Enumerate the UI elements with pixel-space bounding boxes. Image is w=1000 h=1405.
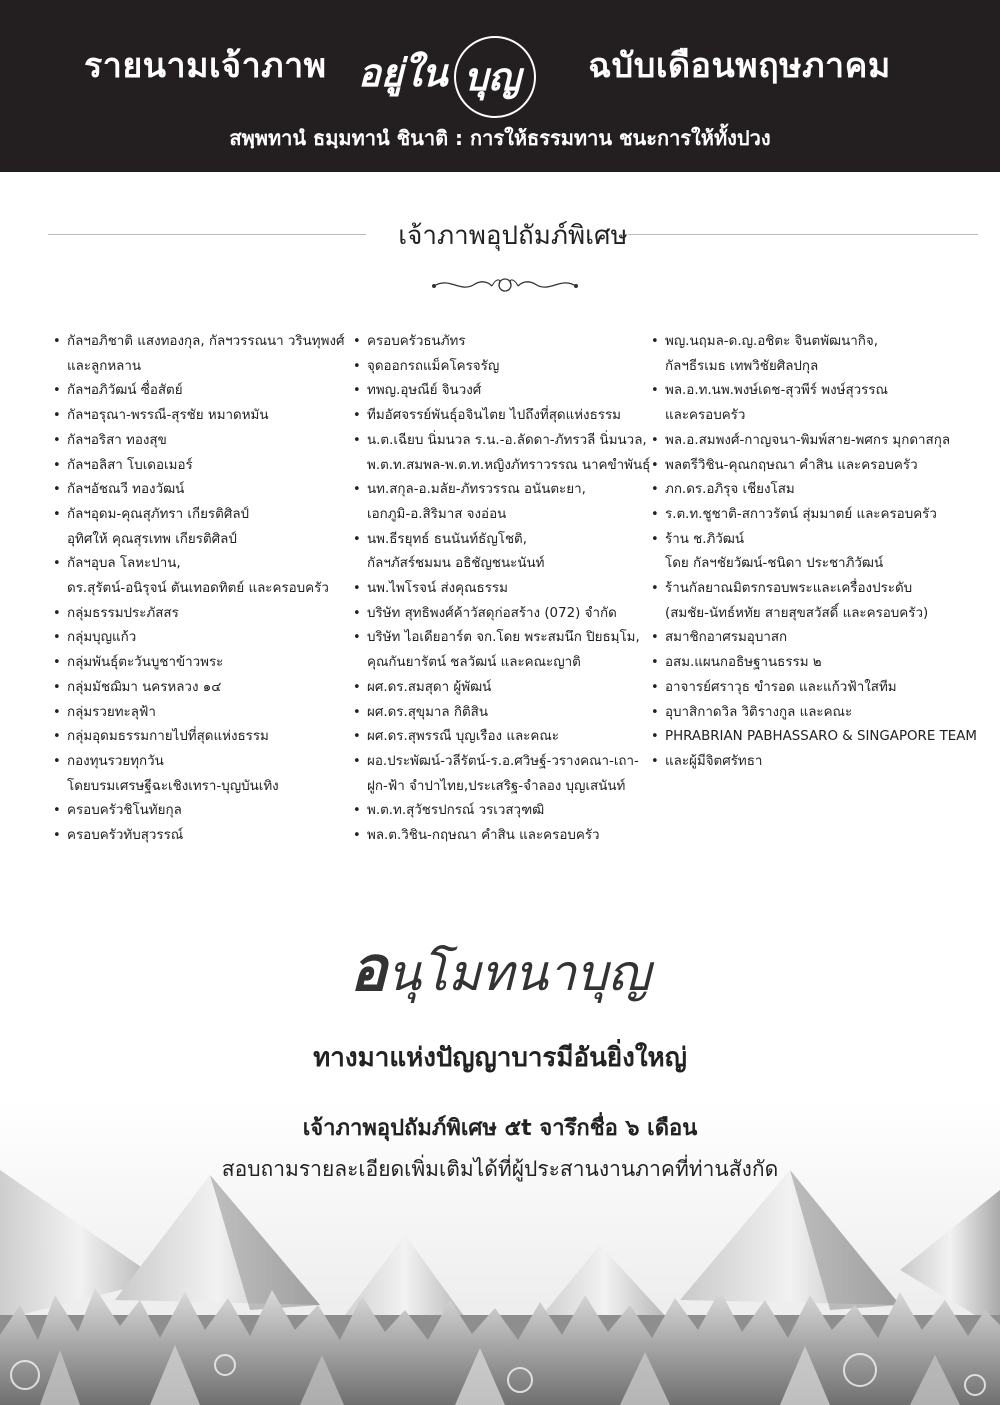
sponsor-entry [352,725,650,750]
sponsor-entry-line: • ผศ.ดร.สมสุดา ผู้พัฒน์ [367,679,492,695]
sponsor-entry [650,429,980,454]
sponsor-entry [352,602,650,627]
sponsor-entry [352,799,650,824]
sponsor-entry-line: • กัลฯอลิสา โบเดอเมอร์ [67,457,193,473]
sponsor-entry [52,379,350,404]
sponsor-entry-line: • กองทุนรวยทุกวัน [67,753,164,769]
sponsor-entry-line: และครอบครัว [665,408,746,424]
sponsor-entry [650,577,980,626]
sponsor-entry [352,429,650,478]
sponsor-entry-line: • พล.ต.วิชิน-กฤษณา คำสิน และครอบครัว [367,828,600,844]
flourish-ornament-icon [430,272,580,298]
sponsor-entry-line: • กลุ่มรวยทะลุฟ้า [67,704,156,720]
sponsor-entry-line: พ.ต.ท.สมพล-พ.ต.ท.หญิงภัทราวรรณ นาคขำพันธุ์ [367,457,651,473]
sponsor-entry [52,676,350,701]
sponsor-entry-line: เอกภูมิ-อ.สิริมาส จงอ่อน [367,506,507,522]
sponsor-entry [352,478,650,527]
sponsor-entry-line: • ครอบครัวชิโนทัยกุล [67,803,182,819]
sponsor-entry-line: • กลุ่มมัชฌิมา นครหลวง ๑๔ [67,679,222,695]
sponsor-entry [352,528,650,577]
magazine-logo [352,32,562,112]
sponsor-entry-line: • ทพญ.อุษณีย์ จินวงศ์ [367,383,482,399]
sponsor-entry-line: • นพ.ไพโรจน์ ส่งคุณธรรม [367,581,508,597]
contact-info-line: สอบถามรายละเอียดเพิ่มเติมได้ที่ผู้ประสานงานภาคที่ท่านสังกัด [221,1157,779,1181]
header-title-left: รายนามเจ้าภาพ [84,46,327,86]
sponsor-entry-line: • พลตรีวิชิน-คุณกฤษณา คำสิน และครอบครัว [665,457,918,473]
sponsor-entry [52,799,350,824]
crystal-mountain-illustration [0,1100,1000,1405]
sponsor-entry [352,750,650,799]
sponsor-entry-line: • กัลฯอภิวัฒน์ ซื่อสัตย์ [67,383,183,399]
sponsor-entry-line: • พล.อ.สมพงศ์-กาญจนา-พิมพ์สาย-พศกร มุกดาสกุล [665,432,951,448]
sponsor-entry-line: • PHRABRIAN PABHASSARO & SINGAPORE TEAM [665,729,977,745]
sponsor-entry-line: โดย กัลฯชัยวัฒน์-ชนิดา ประชาภิวัฒน์ [665,556,884,572]
sponsor-entry [52,602,350,627]
sponsor-entry-line: • ครอบครัวทับสุวรรณ์ [67,828,184,844]
anumodana-script-title [0,920,1000,1018]
sponsor-entry [52,330,350,379]
heading-rule-right [628,234,978,235]
anumo-rest: นุโมทนาบุญ [386,944,651,1002]
sponsor-entry [352,379,650,404]
sponsor-entry-line: • ผศ.ดร.สุขุมาล กิติสิน [367,704,489,720]
sponsor-entry-line: • กลุ่มอุดมธรรมกายไปที่สุดแห่งธรรม [67,729,269,745]
sponsor-column-3 [650,330,980,775]
sponsor-entry-line: • กัลฯอริสา ทองสุข [67,432,167,448]
sponsor-entry [352,355,650,380]
sponsor-entry [650,330,980,379]
sponsor-entry-line: • จุดออกรถแม็คโครจรัญ [367,358,500,374]
sponsor-entry-line: • บริษัท สุทธิพงศ์ค้าวัสดุก่อสร้าง (072) จำกัด [367,605,617,621]
sponsor-entry [650,725,980,750]
sponsor-entry-line: • พญ.นฤมล-ด.ญ.อชิตะ จินตพัฒนากิจ, [665,334,879,349]
sponsor-column-1 [52,330,350,849]
sponsor-entry-line: • กัลฯอุดม-คุณสุภัทรา เกียรติศิลป์ [67,506,250,522]
sponsor-entry-line: • กัลฯอรุณา-พรรณี-สุรชัย หมาดหมัน [67,408,269,424]
sponsor-entry-line: • และผู้มีจิตศรัทธา [665,753,763,769]
sponsor-entry-line: • ร้านกัลยาณมิตรกรอบพระและเครื่องประดับ [665,581,913,597]
sponsor-entry-line: • กัลฯอภิชาติ แสงทองกุล, กัลฯวรรณนา วรินทุพงศ์ [67,334,345,349]
sponsor-entry [650,478,980,503]
sponsor-entry-line: (สมชัย-นัทธ์หทัย สายสุขสวัสดิ์ และครอบครัว) [665,605,929,621]
section-heading [48,215,978,255]
sponsor-entry-line: • อาจารย์ศราวุธ ขำรอด และแก้วฟ้าใสทีม [665,679,897,695]
sponsor-entry [650,651,980,676]
sponsor-entry [352,676,650,701]
sponsor-entry [52,626,350,651]
sponsor-entry [52,824,350,849]
sponsor-entry [352,626,650,675]
sponsor-entry-line: กัลฯธีรเมธ เทพวิชัยศิลปกุล [665,358,819,374]
sponsor-entry [650,750,980,775]
sponsor-entry-line: คุณกันยารัตน์ ชลวัฒน์ และคณะญาติ [367,655,581,671]
section-title: เจ้าภาพอุปถัมภ์พิเศษ [398,221,628,251]
sponsor-entry-line: • อุบาสิกาดวิล วิติรางกูล และคณะ [665,704,853,720]
sponsor-entry [352,824,650,849]
sponsor-entry [52,651,350,676]
sponsor-entry-line: • กลุ่มบุญแก้ว [67,630,137,646]
sponsor-entry [52,701,350,726]
sponsor-entry [650,676,980,701]
sponsor-entry [52,478,350,503]
sponsor-entry-line: • ทีมอัศจรรย์พันธุ์อจินไตย ไปถึงที่สุดแห่งธรรม [367,408,621,424]
sponsor-entry-line: • พล.อ.ท.นพ.พงษ์เดช-สุวพีร์ พงษ์สุวรรณ [665,383,888,399]
wisdom-path-title: ทางมาแห่งปัญญาบารมีอันยิ่งใหญ่ [313,1043,687,1073]
sponsor-entry-line: และลูกหลาน [67,358,142,374]
sponsor-entry-line: • กลุ่มพันธุ์ตะวันบูชาข้าวพระ [67,655,224,671]
sponsor-entry [52,725,350,750]
sponsor-entry [352,330,650,355]
sponsor-entry [650,503,980,528]
sponsor-entry [52,404,350,429]
header-subtitle: สพฺพทานํ ธมฺมทานํ ชินาติ : การให้ธรรมทาน ชนะการให้ทั้งปวง [229,126,771,150]
header-title-right: ฉบับเดือนพฤษภาคม [588,46,891,86]
sponsor-entry [52,552,350,601]
sponsor-entry-line: กัลฯภัสร์ชมมน อธิชัญชนะนันท์ [367,556,545,572]
sponsor-entry-line: • นพ.ธีรยุทธ์ ธนนันท์ธัญโชติ, [367,531,527,547]
sponsor-entry [352,404,650,429]
sponsor-entry [52,429,350,454]
sponsor-entry-line: • กัลฯอุบล โลหะปาน, [67,556,181,572]
sponsor-entry-line: • กัลฯอัชณวี ทองวัฒน์ [67,482,185,498]
sponsor-entry-line: • ภก.ดร.อภิรุจ เชียงโสม [665,482,795,498]
sponsor-entry [52,750,350,799]
sponsor-entry-line: โดยบรมเศรษฐีฉะเชิงเทรา-บุญบันเทิง [67,778,279,794]
sponsor-entry-line: อุทิศให้ คุณสุรเทพ เกียรติศิลป์ [67,531,237,547]
sponsor-entry-line: ฝูก-ฟ้า จำปาไทย,ประเสริฐ-จำลอง บุญเสนันท์ [367,778,626,794]
sponsor-entry-line: • กลุ่มธรรมประภัสสร [67,605,179,621]
sponsor-entry-line: • ร.ต.ท.ชูชาติ-สกาวรัตน์ สุ่มมาตย์ และครอบครัว [665,506,937,522]
sponsor-entry-line: • ผอ.ประพัฒน์-วลีรัตน์-ร.อ.ศวิษฐ์-วรางคณา-เถา- [367,753,639,769]
sponsorship-offer-line: เจ้าภาพอุปถัมภ์พิเศษ ๕t จารึกชื่อ ๖ เดือน [302,1116,698,1141]
sponsor-entry [352,701,650,726]
sponsor-entry-line: • อสม.แผนกอธิษฐานธรรม ๒ [665,655,822,671]
sponsor-entry [650,454,980,479]
sponsor-entry-line: ดร.สุรัตน์-อนิรุจน์ ตันเทอดทิตย์ และครอบครัว [67,581,329,597]
sponsor-entry-line: • ร้าน ช.ภิวัฒน์ [665,531,745,547]
sponsor-entry [650,626,980,651]
sponsor-entry-line: • บริษัท ไอเดียอาร์ต จก.โดย พระสมนึก ปิยธมฺโม, [367,630,640,646]
sponsor-entry [650,701,980,726]
logo-text: อยู่ใน [358,50,448,95]
sponsor-entry [650,379,980,428]
logo-number: บุญ [464,54,521,99]
sponsor-entry-line: • น.ต.เฉียบ นิ่มนวล ร.น.-อ.ลัดดา-ภัทรวลี นิ่มนวล, [367,432,647,448]
anumo-initial: อ [349,932,387,1005]
sponsor-entry-line: • พ.ต.ท.สุวัชรปกรณ์ วรเวสวุฑฒิ [367,803,545,819]
sponsor-column-2 [352,330,650,849]
sponsor-entry [52,454,350,479]
sponsor-entry [352,577,650,602]
sponsor-entry-line: • สมาชิกอาศรมอุบาสก [665,630,788,646]
sponsor-entry-line: • นท.สกุล-อ.มลัย-ภัทรวรรณ อนันตะยา, [367,482,586,498]
sponsor-entry-line: • ผศ.ดร.สุพรรณี บุญเรือง และคณะ [367,729,559,745]
sponsor-entry [650,528,980,577]
sponsor-entry [52,503,350,552]
sponsor-entry-line: • ครอบครัวธนภัทร [367,334,466,349]
header-banner [0,0,1000,172]
